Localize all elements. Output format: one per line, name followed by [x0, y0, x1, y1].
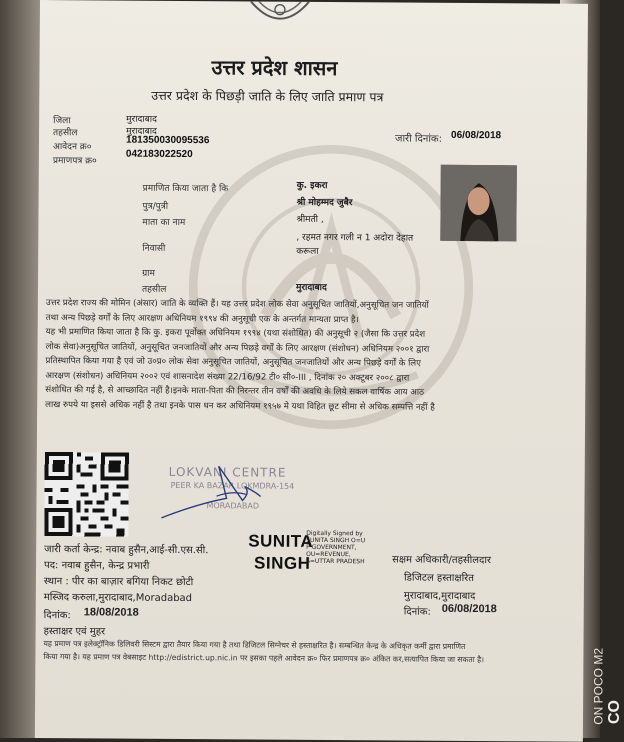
document-title: उत्तर प्रदेश शासन [211, 55, 338, 81]
seal-line-1: LOKVANI CENTRE [168, 464, 287, 480]
holder-name: कु. इकरा [296, 180, 328, 192]
details-tehsil-label: तहसील [141, 284, 167, 295]
address-label: निवासी [142, 243, 166, 254]
issue-date-value: 06/08/2018 [451, 129, 502, 142]
body-line-4: लोक सेवा)अनुसूचित जातियों, अनुसूचित जनजातियों और अन्य पिछड़े वर्गों के लिए आरक्षण (संशोधन) अधिनियम २००१ द्वारा [45, 341, 430, 355]
body-line-3: यह भी प्रमाणित किया जाता है कि कु. इकरा पूर्वोक्त अधिनियम १९९४ (यथा संशोधित) की अनुसूची २ (जैसा कि उत्तर प्रदेश [45, 327, 426, 340]
footer-line-1: यह प्रमाण पत्र इलेक्ट्रॉनिक डिलिवरी सिस्टम द्वारा तैयार किया गया है तथा डिजिटल सिग्नेचर से हस्ताक्षरित है। सम्बन्धित केन्द्र के अधिकृत कर्मी द्वारा प्रमाणित [43, 639, 466, 651]
certificate-number-label: प्रमाणपत्र क्र० [52, 156, 97, 167]
signature-seal-label: हस्ताक्षर एवं मुहर [43, 626, 106, 638]
certificate-paper [35, 0, 588, 742]
body-line-5: प्रतिस्थापित किया गया है एवं जो उ०प्र० लोक सेवा अनुसूचित जातियों, अनुसूचित जनजातियों और अन्य पिछड़े वर्गों के लिए [45, 356, 421, 369]
seal-line-2: PEER KA BAZAR LOKMDRA-154 [170, 480, 295, 491]
certificate-number-value: 042183022520 [125, 148, 193, 161]
certify-label: प्रमाणित किया जाता है कि [142, 183, 229, 195]
body-line-8: लाख रुपये या इससे अधिक नहीं है तथा इनके पास धन कर अधिनियम १९५७ मे यथा विहित छूट सीमा से अधिक सम्पत्ति नहीं है [45, 399, 435, 413]
issuer-date-label: दिनांक: [43, 610, 71, 622]
signer-name-line-2: SINGH [254, 553, 311, 573]
document-subtitle: उत्तर प्रदेश के पिछड़ी जाति के लिए जाति प्रमाण पत्र [151, 87, 384, 105]
application-number-label: आवेदन क्र० [52, 142, 92, 153]
issuer-place-1: स्थान : पीर का बाज़ार बगिया निकट छोटी [43, 576, 194, 589]
camera-watermark: ON POCO M2 [592, 648, 606, 725]
authority-location: मुरादाबाद,मुरादाबाद [403, 590, 476, 603]
footer-line-2: किया गया है। यह प्रमाण पत्र वेबसाइट http://edistrict.up.nic.in पर इसका पहले आवेदन क्र० फिर प्रमाणपत्र क्र० अंकित कर,सत्यापित किया जा सकता है। [43, 652, 485, 665]
village-label: ग्राम [142, 268, 155, 279]
signer-name-line-1: SUNITA [248, 531, 314, 551]
issue-date-label: जारी दिनांक: [395, 133, 443, 145]
qr-code-icon [44, 452, 129, 537]
applicant-photo [440, 165, 517, 242]
district-value: मुरादाबाद [126, 114, 157, 125]
seal-line-3: MORADABAD [206, 501, 260, 511]
body-line-7: संशोधित की गई है, से आच्छादित नहीं है।इनके माता-पिता की निरन्तर तीन वर्षों की अवधि के लिये सकल वार्षिक आय आठ [45, 385, 425, 398]
district-label: जिला [53, 116, 71, 127]
parent-name: श्री मोहम्मद जुबैर [296, 197, 353, 209]
camera-watermark-brand: CO [606, 700, 623, 724]
address-line-1: , रहमत नगर गली न 1 अदोरा देहात [296, 232, 414, 244]
application-number-value: 181350030095536 [125, 134, 210, 147]
handwritten-signature-icon [156, 456, 266, 527]
certificate-body [45, 296, 538, 415]
issuer-place-2: मस्जिद करुला,मुरादाबाद,Moradabad [43, 592, 193, 605]
details-tehsil-value: मुरादाबाद [295, 282, 327, 294]
issuer-centre: जारी कर्ता केन्द्र: नवाब हुसैन,आई-सी.एस.सी. [44, 544, 209, 557]
mother-name: श्रीमती , [296, 214, 324, 225]
tehsil-value: मुरादाबाद [126, 126, 157, 137]
authority-title: सक्षम अधिकारी/तहसीलदार [392, 554, 492, 567]
issuer-post: पद: नवाब हुसैन, केन्द्र प्रभारी [44, 560, 150, 572]
footer-note [43, 637, 571, 667]
up-emblem-icon [247, 1, 313, 27]
body-line-2: तथा अन्य पिछड़े वर्गों के लिए आरक्षण अधिनियम १९९४ की अनुसूची एक के अन्तर्गत मान्यता प्राप्त है। [45, 312, 359, 325]
tehsil-label: तहसील [53, 128, 78, 139]
issuer-date-value: 18/08/2018 [83, 606, 139, 619]
address-line-2: करूला [296, 246, 319, 257]
digital-signature-details: Digitally Signed by SUNITA SINGH O=U P GOVERNMENT, OU=REVENUE, S=UTTAR PRADESH [306, 529, 366, 566]
authority-digital: डिजिटल हस्ताक्षरित [403, 572, 475, 585]
authority-date-label: दिनांक: [403, 606, 431, 618]
body-line-1: उत्तर प्रदेश राज्य की मोमिन (अंसार) जाति के व्यक्ति हैं। यह उत्तर प्रदेश लोक सेवा अनुसूचित जातियों,अनुसूचित जन जातियों [45, 298, 429, 311]
authority-date-value: 06/08/2018 [441, 602, 497, 616]
person-photo-icon [440, 165, 517, 242]
body-line-6: आरक्षण (संशोधन) अधिनियम २००२ एवं शासनादेश संख्या 22/16/92 टी० सी०-III , दिनांक २० अक्टूबर २००८ द्वारा [45, 370, 410, 384]
mother-label: माता का नाम [142, 217, 186, 229]
parent-label: पुत्र/पुत्री [142, 201, 169, 212]
